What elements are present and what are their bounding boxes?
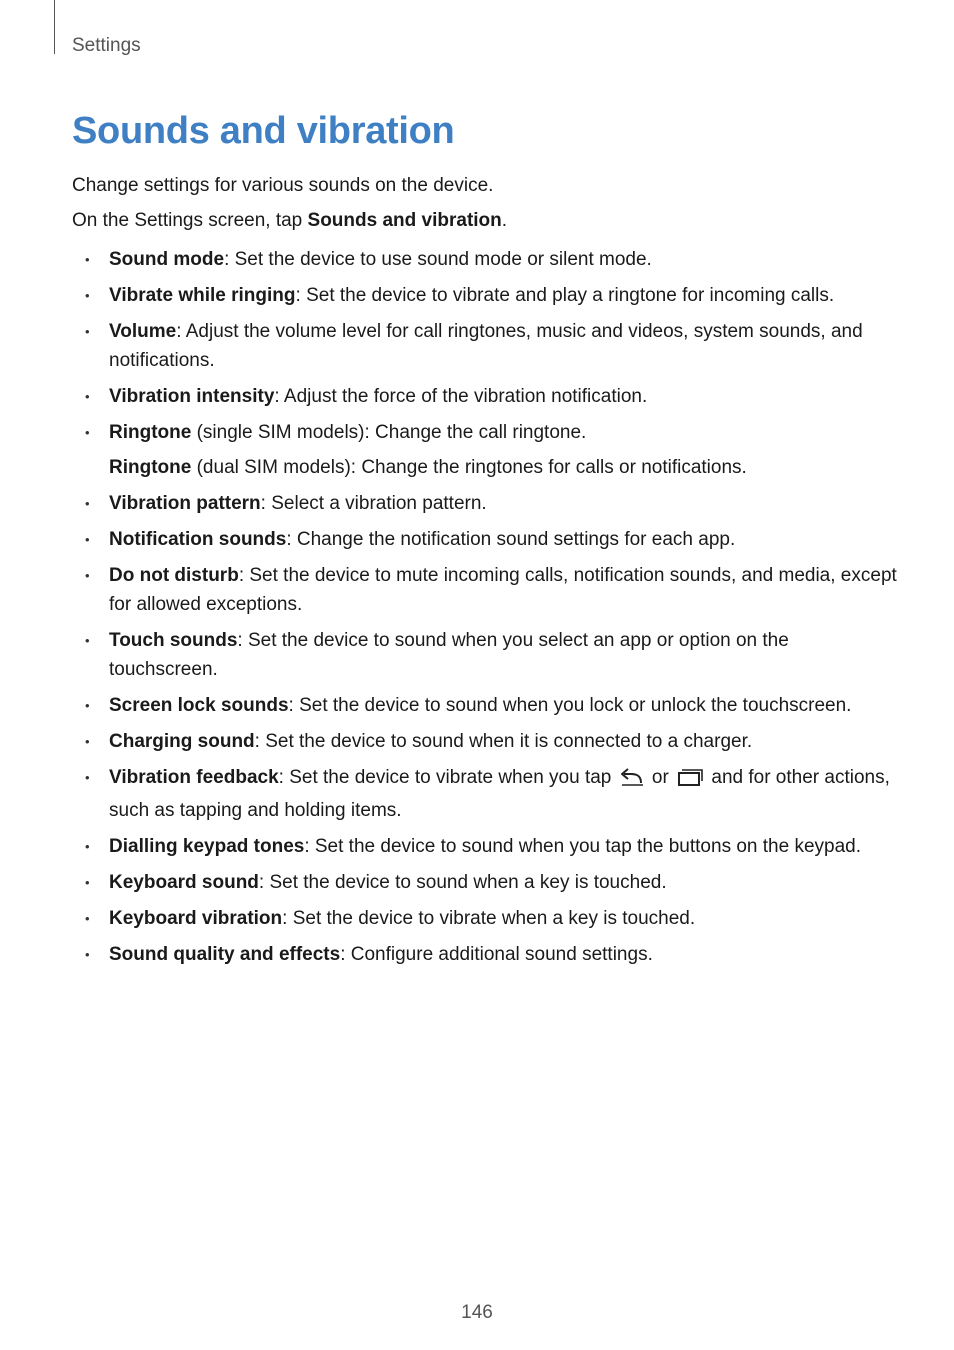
item-description: : Set the device to sound when you select an app or option on the touchscreen. [109,630,789,680]
item-term: Sound mode [109,249,225,270]
item-description: : Set the device to sound when a key is touched. [258,872,667,893]
list-item [109,727,899,756]
item-term: Vibration pattern [109,493,261,514]
item-description-c: and for other actions, such as tapping and holding items. [109,767,890,821]
settings-list [109,245,899,976]
item-term: Keyboard vibration [109,908,283,929]
list-item [109,525,899,554]
list-item [109,418,899,447]
item-description: : Set the device to sound when you tap the buttons on the keypad. [304,836,861,857]
list-item [109,317,899,375]
list-item [109,868,899,897]
item-description-b: or [646,767,675,788]
item-description: (single SIM models): Change the call ringtone. [191,422,587,443]
page-number: 146 [461,1302,493,1323]
item-term: Touch sounds [109,630,238,651]
running-header: Settings [72,35,141,56]
item-term: Keyboard sound [109,872,259,893]
list-item [109,281,899,310]
header-side-rule [54,0,55,54]
list-item [109,561,899,619]
list-item [109,245,899,274]
list-item [109,382,899,411]
item-description: : Set the device to use sound mode or silent mode. [224,249,652,270]
item-description: : Adjust the force of the vibration notification. [274,386,648,407]
list-item [109,832,899,861]
back-icon [619,767,645,796]
intro-instruction [72,207,507,235]
item-term: Screen lock sounds [109,695,289,716]
intro-instruction-suffix: . [501,210,508,231]
item-term: Vibration feedback [109,767,279,788]
list-item [109,489,899,518]
item-term: Dialling keypad tones [109,836,305,857]
item-term: Vibration intensity [109,386,275,407]
item-description: : Set the device to vibrate when a key is touched. [282,908,696,929]
list-item [109,763,899,825]
item-description: (dual SIM models): Change the ringtones for calls or notifications. [191,457,747,478]
item-description: : Change the notification sound settings for each app. [286,529,736,550]
intro-instruction-term: Sounds and vibration [307,210,502,231]
intro-text: Change settings for various sounds on the device. [72,175,494,196]
item-description: : Set the device to mute incoming calls, notification sounds, and media, except for allowed exceptions. [109,565,897,615]
item-description: : Set the device to vibrate and play a ringtone for incoming calls. [295,285,835,306]
item-description: : Adjust the volume level for call ringtones, music and videos, system sounds, and notifications. [109,321,863,371]
item-term: Notification sounds [109,529,287,550]
item-term: Ringtone [109,422,192,443]
list-item [109,626,899,684]
item-description: : Set the device to sound when it is connected to a charger. [254,731,753,752]
item-term: Sound quality and effects [109,944,341,965]
intro-instruction-prefix: On the Settings screen, tap [72,210,308,231]
recent-apps-icon [676,767,704,796]
page-title: Sounds and vibration [72,110,455,152]
item-term: Do not disturb [109,565,239,586]
list-item [109,691,899,720]
list-item [109,940,899,969]
list-item [109,904,899,933]
item-description: : Configure additional sound settings. [340,944,653,965]
item-description-a: : Set the device to vibrate when you tap [278,767,617,788]
item-term: Ringtone [109,457,192,478]
list-item-continuation [109,453,899,482]
item-term: Vibrate while ringing [109,285,296,306]
item-term: Volume [109,321,177,342]
item-description: : Set the device to sound when you lock or unlock the touchscreen. [288,695,852,716]
item-term: Charging sound [109,731,255,752]
item-description: : Select a vibration pattern. [260,493,487,514]
